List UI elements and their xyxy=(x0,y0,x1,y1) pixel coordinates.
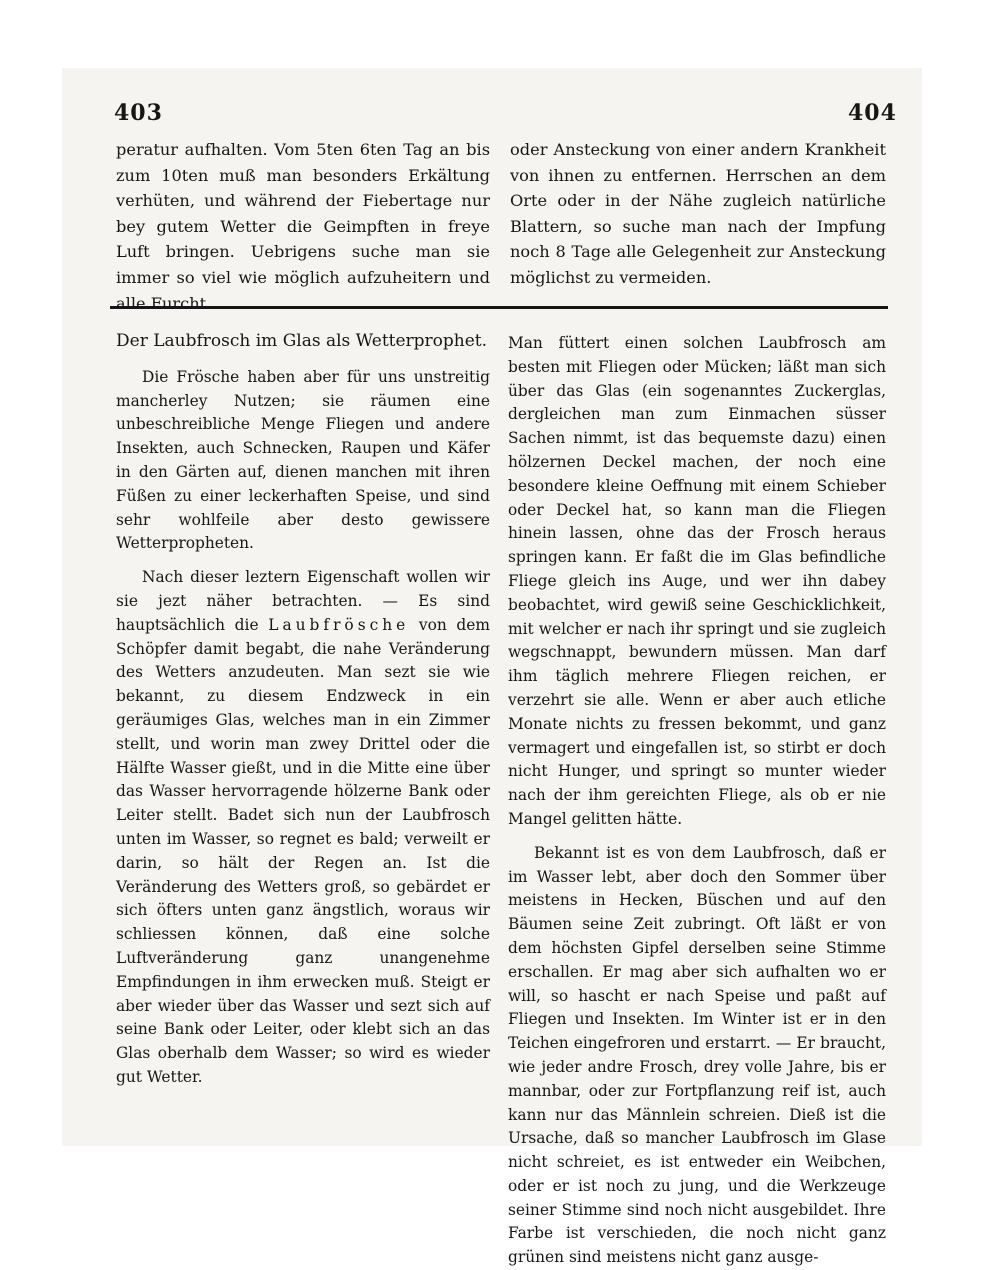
article-title: Der Laubfrosch im Glas als Wetterprophet. xyxy=(116,331,488,351)
paragraph-2-start: Nach dieser leztern Eigenschaft wollen wir sie jezt näher betrachten. — Es sind hauptsächlich die xyxy=(116,568,490,634)
section-divider xyxy=(110,306,888,309)
article-paragraph-3: Man füttert einen solchen Laubfrosch am besten mit Fliegen oder Mücken; läßt man sich über das Glas (ein sogenanntes Zuckerglas, dergleichen man zum Einmachen süsser Sachen nimmt, ist das bequemste dazu) einen hölzernen Deckel machen, der noch eine besondere kleine Oeffnung mit einem Schieber oder Deckel hat, so kann man die Fliegen hinein lassen, ohne das der Frosch heraus springen kann. Er faßt die im Glas befindliche Fliege gleich ins Auge, und wer ihn dabey beobachtet, wird gewiß seine Geschicklichkeit, mit welcher er nach ihr springt und sie zugleich wegschnappt, bewundern müssen. Man darf ihm täglich mehrere Fliegen reichen, er verzehrt sie alle. Wenn er aber auch etliche Monate nichts zu fressen bekommt, und ganz vermagert und eingefallen ist, so stirbt er doch nicht Hunger, und springt so munter wieder nach der ihm gereichten Fliege, als ob er nie Mangel gelitten hätte. xyxy=(508,334,886,828)
article-paragraph-1: Die Frösche haben aber für uns unstreitig mancherley Nutzen; sie räumen eine unbeschreibliche Menge Fliegen und andere Insekten, auch Schnecken, Raupen und Käfer in den Gärten auf, dienen manchen mit ihren Füßen zu einer leckerhaften Speise, und sind sehr wohlfeile aber desto gewissere Wetterpropheten. xyxy=(116,367,490,553)
article-left-column xyxy=(116,330,490,1090)
continued-paragraph-left: peratur aufhalten. Vom 5ten 6ten Tag an bis zum 10ten muß man besonders Erkältung verhüten, und während der Fiebertage nur bey gutem Wetter die Geimpften in freye Luft bringen. Uebrigens suche man sie immer so viel wie möglich aufzuheitern und alle Furcht xyxy=(116,140,490,313)
emphasized-term: Laubfrösche xyxy=(268,615,410,634)
page-number-left: 403 xyxy=(114,100,163,126)
article-right-column xyxy=(508,322,886,1270)
paragraph-2-rest: von dem Schöpfer damit begabt, die nahe Veränderung des Wetters anzudeuten. Man sezt sie wie bekannt, zu diesem Endzweck in ein geräumiges Glas, welches man in ein Zimmer stellt, und worin man zwey Drittel oder die Hälfte Wasser gießt, und in die Mitte eine über das Wasser hervorragende hölzerne Bank oder Leiter stellt. Badet sich nun der Laubfrosch unten im Wasser, so regnet es bald; verweilt er darin, so hält der Regen an. Ist die Veränderung des Wetters groß, so gebärdet er sich öfters unten ganz ängstlich, woraus wir schliessen können, daß eine solche Luftveränderung ganz unangenehme Empfindungen in ihm erwecken muß. Steigt er aber wieder über das Wasser und sezt sich auf seine Bank oder Leiter, oder klebt sich an das Glas oberhalb dem Wasser; so wird es wieder gut Wetter. xyxy=(116,615,490,1086)
article-paragraph-2 xyxy=(116,566,490,1090)
article-paragraph-4: Bekannt ist es von dem Laubfrosch, daß er im Wasser lebt, aber doch den Sommer über meistens in Hecken, Büschen und auf den Bäumen seine Zeit zubringt. Oft läßt er von dem höchsten Gipfel derselben seine Stimme erschallen. Er mag aber sich aufhalten wo er will, so hascht er nach Speise und paßt auf Fliegen und Insekten. Im Winter ist er in den Teichen eingefroren und erstarrt. — Er braucht, wie jeder andre Frosch, drey volle Jahre, bis er mannbar, oder zur Fortpflanzung reif ist, auch kann nur das Männlein schreien. Dieß ist die Ursache, daß so mancher Laubfrosch im Glase nicht schreiet, es ist entweder ein Weibchen, oder er ist noch zu jung, und die Werkzeuge seiner Stimme sind noch nicht ausgebildet. Ihre Farbe ist verschieden, die noch nicht ganz grünen sind meistens nicht ganz ausge- xyxy=(508,843,886,1267)
top-text-right-column xyxy=(510,137,886,291)
continued-paragraph-right: oder Ansteckung von einer andern Krankheit von ihnen zu entfernen. Herrschen an dem Orte oder in der Nähe zugleich natürliche Blattern, so suche man nach der Impfung noch 8 Tage alle Gelegenheit zur Ansteckung möglichst zu vermeiden. xyxy=(510,140,886,287)
top-text-left-column xyxy=(116,137,490,316)
page-number-right: 404 xyxy=(848,100,897,126)
